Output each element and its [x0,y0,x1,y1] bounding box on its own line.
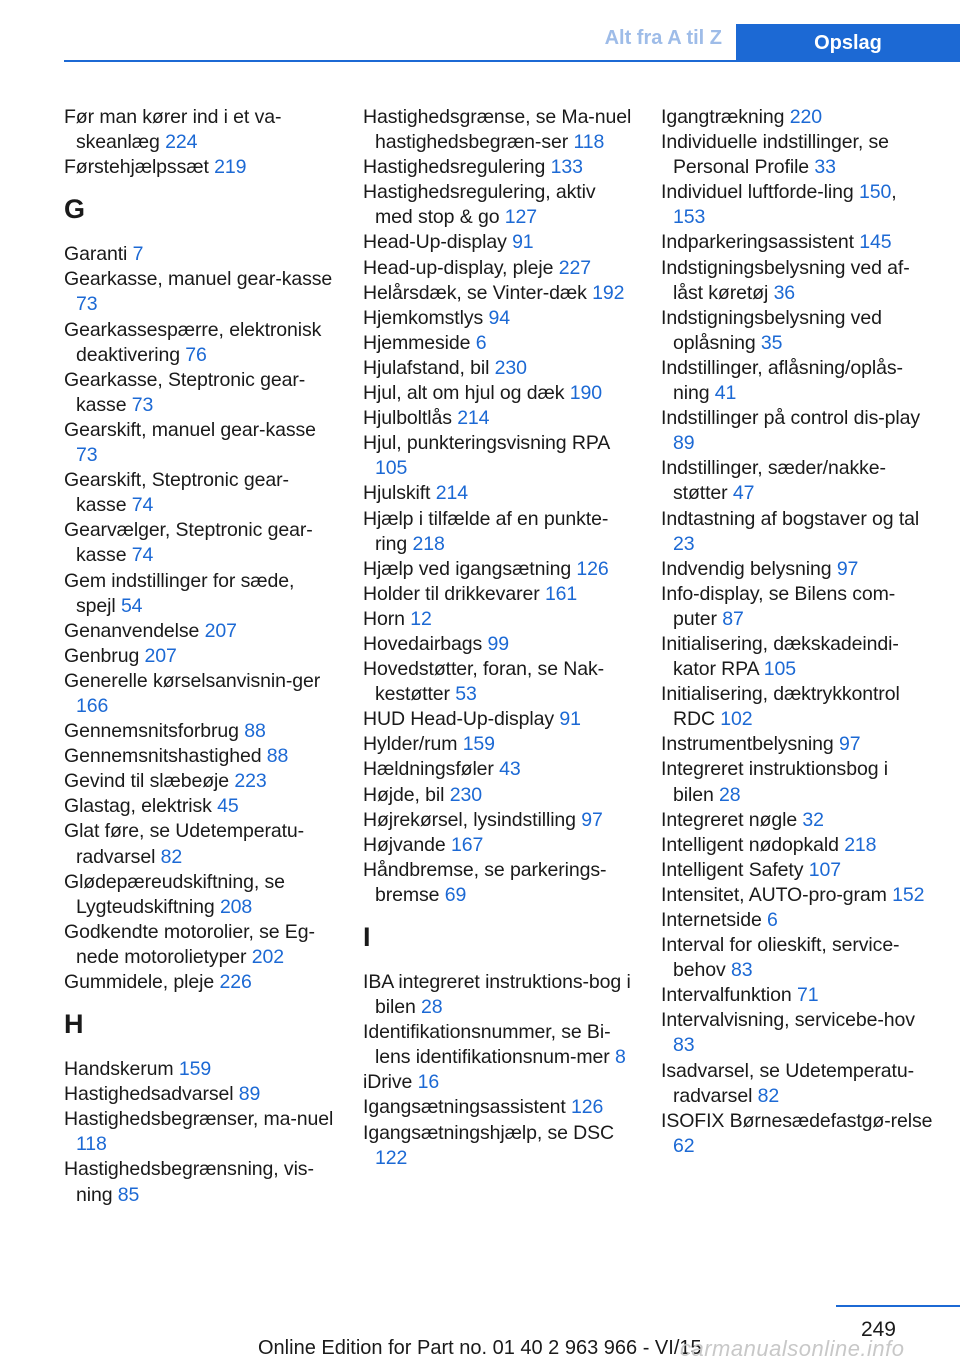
page-link[interactable]: 54 [120,594,143,617]
page-link[interactable]: 41 [714,382,737,405]
index-entry [64,644,336,669]
page-link[interactable]: 126 [576,557,609,580]
page-link[interactable]: 28 [719,783,741,806]
page-link[interactable]: 47 [732,482,755,505]
index-entry-text: Godkendte motorolier, se Eg-nede motorolietyper [64,920,315,968]
page-link[interactable]: 69 [444,883,467,906]
page-link[interactable]: 223 [234,770,267,793]
index-entry-text: Højde, bil [363,783,445,806]
page-link[interactable]: 192 [592,281,625,304]
index-entry [363,431,635,481]
index-entry [661,406,933,456]
index-entry [64,518,336,568]
index-entry-text: Garanti [64,243,128,266]
page-link[interactable]: 224 [165,131,198,154]
index-entry [363,970,635,1020]
index-entry-text: Identifikationsnummer, se Bi-lens identifikationsnum-mer [363,1021,611,1069]
index-entry [64,1057,336,1082]
page-link[interactable]: 133 [550,156,583,179]
index-entry [363,281,635,306]
index-entry [363,732,635,757]
index-entry [661,230,933,255]
index-entry-text: Hjemmeside [363,331,471,354]
index-entry [363,406,635,431]
index-entry-text: Igangsætningshjælp, se DSC [363,1121,615,1144]
page-link[interactable]: 32 [802,808,824,831]
index-entry [363,230,635,255]
page-link[interactable]: 88 [244,720,266,743]
page-link[interactable]: 207 [204,619,237,642]
index-entry [64,744,336,769]
index-entry-text: Internetside [661,909,762,931]
page-link[interactable]: 190 [569,382,602,405]
index-letter-heading: G [64,194,86,225]
index-entry-text: Hastighedsbegrænser, ma-nuel [64,1108,334,1131]
page-link[interactable]: 166 [76,694,109,717]
index-entry-text: Gearvælger, Steptronic gear-kasse [64,519,313,567]
index-entry-text: Hastighedsadvarsel [64,1083,234,1106]
index-entry-text: Hastighedsregulering [363,156,546,179]
index-letter-heading: I [363,922,371,952]
page-link[interactable]: 85 [117,1183,140,1206]
index-entry [661,582,933,632]
page-link[interactable]: 230 [494,356,527,379]
page-link[interactable]: 159 [462,733,495,756]
index-entry [661,105,933,130]
index-entry-text: Gem indstillinger for sæde, spejl [64,569,295,617]
page-header [0,0,960,64]
index-entry [64,1157,336,1207]
page-link[interactable]: 16 [417,1071,440,1094]
index-entry-text: Genbrug [64,644,140,667]
index-entry [661,732,933,757]
page-link[interactable]: 62 [673,1134,695,1157]
index-entry [363,306,635,331]
index-entry [661,1059,933,1109]
page-link[interactable]: 105 [763,658,797,681]
page-link[interactable]: 73 [131,393,154,416]
index-entry [661,507,933,557]
index-entry-text: Indvendig belysning [661,557,832,580]
index-entry [363,507,635,557]
index-entry [64,155,336,180]
index-entry-text: Generelle kørselsanvisnin-ger [64,669,321,692]
page-link[interactable]: 214 [435,482,468,505]
index-entry [363,356,635,381]
index-entry [64,368,336,418]
index-entry [363,1095,635,1120]
index-entry-text: Individuelle indstillinger, se Personal Profile [661,131,889,179]
index-entry [363,105,635,155]
watermark-logo: carmanualsonline.info [680,1336,905,1361]
index-entry [363,707,635,732]
page-link[interactable]: 35 [760,331,783,354]
index-entry-text: Indparkeringsassistent [661,231,854,254]
index-entry [363,757,635,782]
index-entry [661,130,933,180]
page-link[interactable]: 126 [571,1096,604,1119]
index-letter-heading: H [64,1009,84,1040]
index-entry [64,769,336,794]
index-entry [661,757,933,807]
index-entry-text: Gearskift, manuel gear-kasse [64,418,316,441]
page-link[interactable]: 88 [266,745,289,768]
page-link[interactable]: 87 [722,607,744,630]
index-entry [64,920,336,970]
index-entry [64,569,336,619]
page-link[interactable]: 150 [858,181,892,204]
index-entry-text: Igangtrækning [661,106,785,128]
header-divider [64,60,960,62]
index-entry [661,1008,933,1058]
page-link[interactable]: 91 [512,231,534,254]
index-entry-text: Genanvendelse [64,619,200,642]
index-entry [661,682,933,732]
index-entry [661,833,933,858]
index-entry-text: Hastighedsgrænse, se Ma-nuel hastighedsbegræn-ser [363,106,632,154]
index-entry-text: Individuel luftforde-ling [661,181,854,204]
index-entry-text: Før man kører ind i et va-skeanlæg [64,106,282,154]
index-entry-text: HUD Head-Up-display [363,708,554,731]
page-link[interactable]: 83 [673,1034,695,1057]
page-link[interactable]: 97 [836,557,859,580]
index-entry [64,870,336,920]
index-entry-text: Intensitet, AUTO-pro-gram [661,883,887,906]
index-entry [64,719,336,744]
index-entry-text: Hjul, punkteringsvisning RPA [363,432,610,455]
page-link[interactable]: 220 [789,106,822,128]
index-entry-text: Hjul, alt om hjul og dæk [363,382,565,405]
page-link[interactable]: 226 [219,971,252,993]
index-entry-text: Glastag, elektrisk [64,795,212,818]
index-entry-text: Initialisering, dækskadeindi-kator RPA [661,632,899,681]
index-entry-text: Indstillinger på control dis-play [661,407,920,430]
page-link[interactable]: 127 [504,206,538,229]
index-entry-text: Handskerum [64,1058,174,1081]
index-entry [64,267,336,317]
index-entry-text: Håndbremse, se parkerings-bremse [363,858,607,906]
index-entry-text: Integreret instruktionsbog i bilen [661,758,888,806]
index-entry-text: Indstigningsbelysning ved oplåsning [661,306,882,354]
index-entry: Individuel luftforde-ling 150, 153 [661,181,897,229]
page-link[interactable]: 33 [814,156,836,179]
index-entry [661,306,933,356]
section-tab[interactable]: Alt fra A til Z [604,27,722,49]
index-entry-text: Hylder/rum [363,733,458,756]
index-column-3 [661,105,933,1159]
index-entry-text: Hastighedsbegrænsning, vis-ning [64,1158,314,1206]
index-entry [363,155,635,180]
page-link[interactable]: 145 [859,231,892,254]
index-entry [661,858,933,883]
index-entry [64,970,336,995]
page-link[interactable]: 43 [499,758,521,781]
index-entry [64,819,336,869]
index-entry [64,418,336,468]
index-entry-text: Hovedairbags [363,632,483,655]
index-entry-text: Intelligent Safety [661,858,804,881]
page-link[interactable]: 23 [673,532,695,555]
index-entry [661,1109,933,1159]
index-entry-text: Hjemkomstlys [363,306,484,329]
index-entry [363,381,635,406]
index-entry [363,858,635,908]
page-link[interactable]: 73 [76,293,98,316]
index-entry [64,1082,336,1107]
index-entry-text: Instrumentbelysning [661,733,834,756]
page-link[interactable]: 118 [76,1133,107,1156]
index-entry-text: Glat føre, se Udetemperatu-radvarsel [64,820,305,868]
index-entry-text: Gearkasse, manuel gear-kasse [64,268,333,291]
index-entry-text: Gearkasse, Steptronic gear-kasse [64,368,306,416]
index-entry-text: Højvande [363,833,446,856]
index-entry-text: Interval for olieskift, service-behov [661,934,900,982]
page-link[interactable]: 91 [559,708,581,731]
index-entry-text: Indstillinger, aflåsning/oplås-ning [661,356,903,405]
page-link[interactable]: 99 [487,632,509,655]
index-entry [363,607,635,632]
index-entry-text: Hjulskift [363,482,431,505]
page-link[interactable]: 82 [160,845,183,868]
index-entry [363,582,635,607]
page-link[interactable]: 74 [131,494,154,517]
index-entry [363,833,635,858]
index-entry-text: Intervalfunktion [661,984,792,1007]
page-link[interactable]: 122 [375,1146,408,1169]
page-link[interactable]: 97 [838,733,861,756]
page-link[interactable]: 28 [421,996,443,1019]
index-entry-text: Info-display, se Bilens com-puter [661,582,896,630]
index-entry-text: Hovedstøtter, foran, se Nak-kestøtter [363,658,605,706]
page-link[interactable]: 159 [178,1058,212,1081]
page-link[interactable]: 102 [720,708,753,731]
index-entry [363,557,635,582]
index-entry-text: Head-Up-display [363,231,507,254]
page-link[interactable]: 89 [673,432,695,455]
index-column-2 [363,105,635,1171]
page-link[interactable]: 218 [412,532,445,555]
index-entry-text: Igangsætningsassistent [363,1096,566,1119]
page-link[interactable]: 161 [544,582,578,605]
index-entry [363,256,635,281]
index-entry [363,331,635,356]
index-entry [64,794,336,819]
index-entry-text: Hældningsføler [363,758,494,781]
index-entry-text: ISOFIX Børnesædefastgø-relse [661,1109,933,1132]
page-link[interactable]: 76 [185,343,207,366]
page-link[interactable]: 105 [375,457,408,480]
index-entry [363,481,635,506]
page-link[interactable]: 73 [76,444,98,467]
index-entry [661,808,933,833]
page-link[interactable]: 45 [217,795,239,818]
page-number: 249 [860,1318,896,1341]
index-entry [363,180,635,230]
index-entry [363,1121,635,1171]
index-entry [661,883,933,908]
index-entry-text: Indstillinger, sæder/nakke-støtter [661,457,886,505]
footer-divider [836,1305,960,1307]
index-entry-text: Indtastning af bogstaver og tal [661,507,920,530]
page-link[interactable]: 71 [796,984,819,1007]
index-entry [661,557,933,582]
page-link[interactable]: 8 [614,1046,626,1069]
index-entry-text: Intelligent nødopkald [661,833,839,856]
index-entry-text: Indstigningsbelysning ved af-låst køretøj [661,256,910,304]
index-entry-text: Head-up-display, pleje [363,256,554,279]
page-link[interactable]: 6 [475,331,487,354]
index-entry [661,933,933,983]
index-entry [64,318,336,368]
page-link[interactable]: 167 [450,833,484,856]
page-link[interactable]: 83 [730,959,753,982]
index-entry [363,1020,635,1070]
page-link[interactable]: 107 [808,858,841,881]
index-entry [363,632,635,657]
index-entry-text: Holder til drikkevarer [363,582,540,605]
page-link[interactable]: 218 [844,833,877,856]
index-entry-text: IBA integreret instruktions-bog i bilen [363,971,631,1019]
page-link[interactable]: 6 [767,909,778,931]
index-entry [661,908,933,933]
page-link[interactable]: 74 [131,544,154,567]
page-link[interactable]: 227 [558,256,591,279]
page-link[interactable]: 219 [214,156,247,179]
page-link[interactable]: 12 [410,607,432,630]
index-entry [363,1070,635,1095]
index-entry-text: Hjælp ved igangsætning [363,557,572,580]
page-link[interactable]: 207 [144,644,177,667]
page-link[interactable]: 89 [238,1083,261,1106]
index-entry-text: Højrekørsel, lysindstilling [363,808,576,831]
index-column-1 [64,105,336,1208]
index-entry-text: Gearkassespærre, elektronisk deaktivering [64,318,322,366]
index-entry-text: Hjælp i tilfælde af en punkte-ring [363,507,609,555]
index-entry-text: Intervalvisning, servicebe-hov [661,1009,915,1032]
index-entry-text: Gennemsnitsforbrug [64,720,239,743]
index-entry-text: Glødepæreudskiftning, se Lygteudskiftning [64,870,285,918]
index-entry [661,983,933,1008]
page-link[interactable]: 214 [457,407,490,430]
index-entry [363,808,635,833]
page-link[interactable]: 36 [773,281,796,304]
edition-note: Online Edition for Part no. 01 40 2 963 966 - VI/15 [258,1337,702,1359]
index-entry [64,468,336,518]
index-entry-text: Integreret nøgle [661,808,798,831]
index-entry-text: Hastighedsregulering, aktiv med stop & go [363,181,596,229]
page-link[interactable]: 208 [219,895,253,918]
page-link[interactable]: 152 [892,883,925,906]
index-entry-text: Gummidele, pleje [64,971,215,993]
index-entry [64,1107,336,1157]
index-entry-text: Horn [363,607,405,630]
index-entry-text: Gearskift, Steptronic gear-kasse [64,469,289,517]
index-entry-text: Hjulboltlås [363,407,452,430]
page-link[interactable]: 82 [757,1084,780,1107]
index-entry [64,242,336,267]
index-entry [363,783,635,808]
page-link[interactable]: 94 [488,306,510,329]
index-entry [661,256,933,306]
index-entry [64,619,336,644]
index-entry-text: Førstehjælpssæt [64,156,209,179]
index-entry [64,105,336,155]
index-entry [363,657,635,707]
index-entry [661,356,933,406]
index-entry [661,632,933,682]
index-entry [64,669,336,719]
page-link[interactable]: 97 [581,808,603,831]
index-entry-text: Hjulafstand, bil [363,356,490,379]
index-entry-text: Gennemsnitshastighed [64,745,262,768]
page-link[interactable]: 153 [673,206,706,229]
index-entry-text: Initialisering, dæktrykkontrol RDC [661,683,900,731]
page-link[interactable]: 7 [132,243,144,266]
page-link[interactable]: 202 [251,945,285,968]
index-entry [661,456,933,506]
index-entry-text: Isadvarsel, se Udetemperatu-radvarsel [661,1059,914,1107]
active-tab-opslag[interactable]: Opslag [736,24,960,62]
page-link[interactable]: 118 [573,131,605,154]
index-entry-text: iDrive [363,1071,413,1094]
index-entry-text: Helårsdæk, se Vinter-dæk [363,281,587,304]
page-link[interactable]: 53 [455,683,477,706]
page-link[interactable]: 230 [449,783,482,806]
index-entry-text: Gevind til slæbeøje [64,770,230,793]
